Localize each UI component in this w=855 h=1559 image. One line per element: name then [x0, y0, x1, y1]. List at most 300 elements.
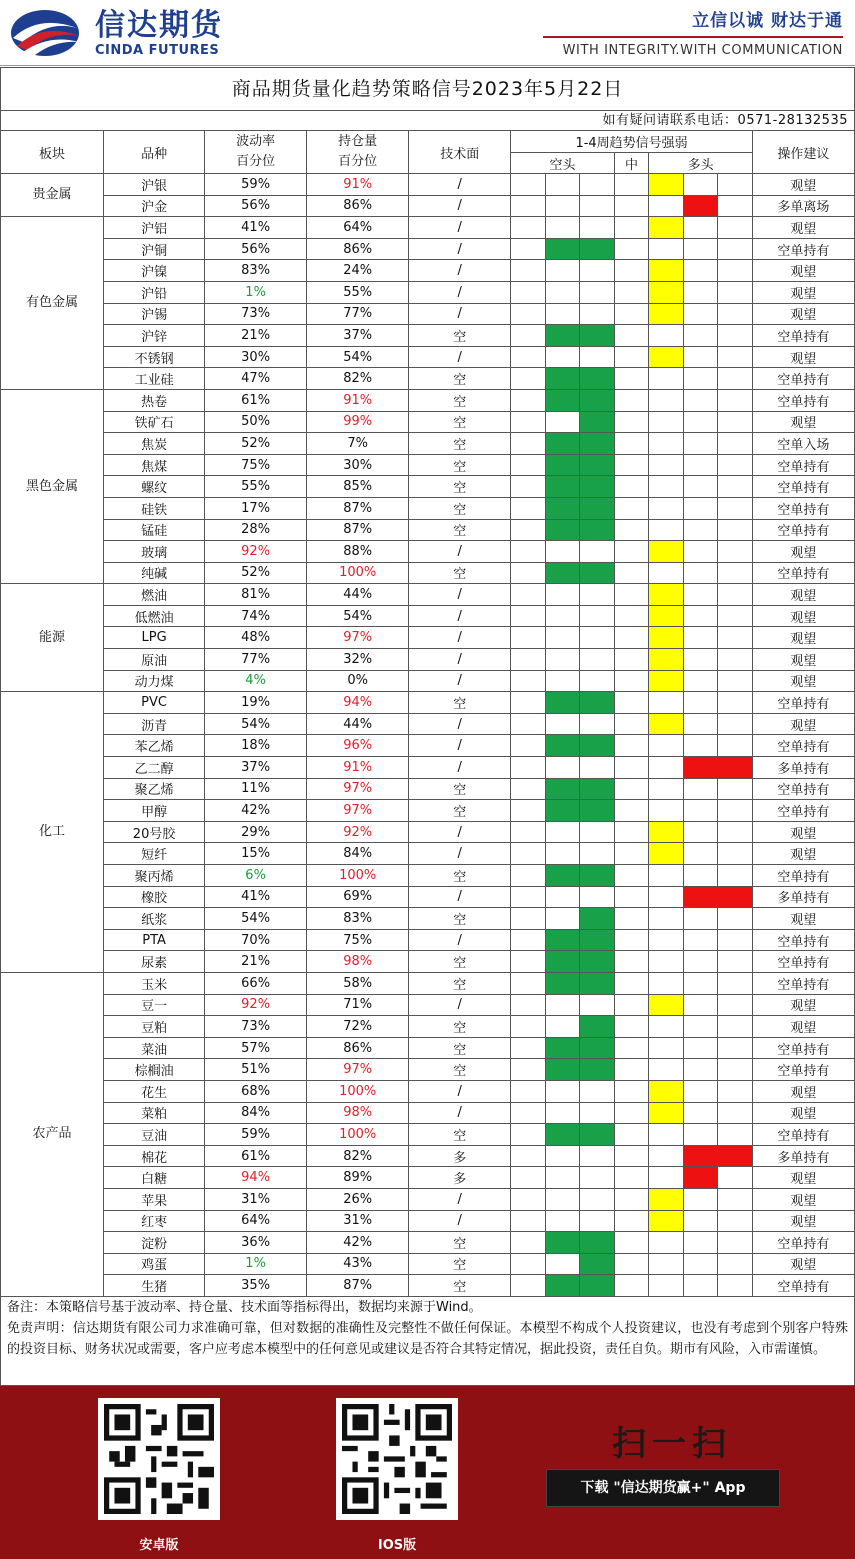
open-interest-value: 92% — [307, 821, 409, 843]
signal-cell — [580, 260, 615, 282]
signal-cell — [545, 260, 580, 282]
signal-cell — [545, 476, 580, 498]
signal-cell — [649, 886, 684, 908]
ios-download[interactable] — [333, 1398, 461, 1553]
signal-cell — [511, 389, 546, 411]
volatility-value: 75% — [205, 454, 307, 476]
signal-cell — [580, 476, 615, 498]
signal-cell — [614, 649, 649, 671]
signal-cell — [511, 1275, 546, 1297]
signal-cell — [649, 1253, 684, 1275]
table-row — [1, 281, 855, 303]
volatility-value: 56% — [205, 238, 307, 260]
technical-value: 空 — [409, 1016, 511, 1038]
volatility-value: 15% — [205, 843, 307, 865]
signal-cell — [718, 454, 753, 476]
table-row — [1, 303, 855, 325]
table-row — [1, 476, 855, 498]
signal-cell — [614, 195, 649, 217]
signal-cell — [649, 1167, 684, 1189]
open-interest-value: 44% — [307, 584, 409, 606]
signal-cell — [683, 217, 718, 239]
signal-cell — [683, 281, 718, 303]
advice-value: 空单持有 — [752, 800, 854, 822]
variety-name: 棕榈油 — [104, 1059, 205, 1081]
technical-value: / — [409, 238, 511, 260]
table-row — [1, 800, 855, 822]
technical-value: 空 — [409, 454, 511, 476]
signal-cell — [545, 1210, 580, 1232]
table-row — [1, 325, 855, 347]
signal-cell — [511, 1059, 546, 1081]
col-volatility — [205, 131, 307, 174]
sector-name: 能源 — [1, 584, 104, 692]
signal-cell — [649, 303, 684, 325]
signal-cell — [614, 778, 649, 800]
signal-cell — [614, 1167, 649, 1189]
technical-value: 空 — [409, 865, 511, 887]
signal-cell — [614, 972, 649, 994]
signal-cell — [511, 541, 546, 563]
signal-cell — [683, 605, 718, 627]
slogan-divider — [543, 36, 843, 38]
signal-cell — [718, 1016, 753, 1038]
signal-cell — [649, 174, 684, 196]
technical-value: / — [409, 584, 511, 606]
signal-cell — [718, 1080, 753, 1102]
advice-value: 空单持有 — [752, 238, 854, 260]
signal-cell — [580, 497, 615, 519]
open-interest-value: 87% — [307, 1275, 409, 1297]
advice-value: 观望 — [752, 541, 854, 563]
signal-cell — [649, 433, 684, 455]
variety-name: 热卷 — [104, 389, 205, 411]
technical-value: 空 — [409, 368, 511, 390]
signal-cell — [718, 1167, 753, 1189]
open-interest-value: 87% — [307, 519, 409, 541]
signal-cell — [649, 368, 684, 390]
signal-cell — [718, 649, 753, 671]
signal-cell — [580, 908, 615, 930]
signal-cell — [580, 994, 615, 1016]
variety-name: 燃油 — [104, 584, 205, 606]
technical-value: / — [409, 821, 511, 843]
signal-cell — [511, 325, 546, 347]
volatility-value: 1% — [205, 1253, 307, 1275]
signal-cell — [683, 1059, 718, 1081]
table-row — [1, 757, 855, 779]
volatility-value: 28% — [205, 519, 307, 541]
variety-name: 沪锌 — [104, 325, 205, 347]
signal-cell — [718, 1145, 753, 1167]
signal-cell — [580, 1210, 615, 1232]
volatility-value: 30% — [205, 346, 307, 368]
signal-cell — [614, 1253, 649, 1275]
volatility-value: 18% — [205, 735, 307, 757]
signal-cell — [545, 843, 580, 865]
variety-name: 纸浆 — [104, 908, 205, 930]
variety-name: 聚丙烯 — [104, 865, 205, 887]
signal-cell — [545, 303, 580, 325]
signal-cell — [580, 757, 615, 779]
open-interest-value: 86% — [307, 195, 409, 217]
signal-cell — [718, 1102, 753, 1124]
signal-cell — [545, 692, 580, 714]
signal-cell — [718, 346, 753, 368]
variety-name: 甲醇 — [104, 800, 205, 822]
col-short: 空头 — [511, 153, 615, 174]
technical-value: 多 — [409, 1145, 511, 1167]
technical-value: / — [409, 735, 511, 757]
variety-name: 白糖 — [104, 1167, 205, 1189]
open-interest-value: 64% — [307, 217, 409, 239]
signal-cell — [683, 994, 718, 1016]
signal-cell — [580, 281, 615, 303]
signal-cell — [545, 1016, 580, 1038]
sector-name: 农产品 — [1, 972, 104, 1296]
advice-value: 观望 — [752, 821, 854, 843]
open-interest-value: 30% — [307, 454, 409, 476]
signal-cell — [580, 389, 615, 411]
volatility-value: 37% — [205, 757, 307, 779]
signal-cell — [718, 670, 753, 692]
signal-cell — [649, 1210, 684, 1232]
technical-value: 空 — [409, 1037, 511, 1059]
signal-cell — [545, 195, 580, 217]
signal-cell — [511, 951, 546, 973]
advice-value: 观望 — [752, 843, 854, 865]
signal-cell — [545, 454, 580, 476]
signal-cell — [683, 1275, 718, 1297]
signal-cell — [614, 951, 649, 973]
volatility-value: 92% — [205, 994, 307, 1016]
signal-cell — [545, 1102, 580, 1124]
volatility-value: 52% — [205, 433, 307, 455]
signal-cell — [718, 605, 753, 627]
table-row — [1, 1037, 855, 1059]
signal-cell — [545, 584, 580, 606]
variety-name: 不锈钢 — [104, 346, 205, 368]
signal-cell — [511, 649, 546, 671]
signal-cell — [580, 562, 615, 584]
volatility-value: 47% — [205, 368, 307, 390]
table-row — [1, 994, 855, 1016]
open-interest-value: 85% — [307, 476, 409, 498]
signal-cell — [580, 238, 615, 260]
signal-cell — [511, 1253, 546, 1275]
technical-value: / — [409, 217, 511, 239]
variety-name: 焦炭 — [104, 433, 205, 455]
signal-cell — [511, 433, 546, 455]
technical-value: / — [409, 260, 511, 282]
variety-name: 棉花 — [104, 1145, 205, 1167]
signal-cell — [614, 1124, 649, 1146]
variety-name: 动力煤 — [104, 670, 205, 692]
signal-cell — [580, 195, 615, 217]
volatility-value: 1% — [205, 281, 307, 303]
table-row — [1, 778, 855, 800]
signal-cell — [614, 843, 649, 865]
advice-value: 观望 — [752, 713, 854, 735]
signal-cell — [649, 238, 684, 260]
technical-value: 空 — [409, 800, 511, 822]
technical-value: / — [409, 649, 511, 671]
signal-cell — [580, 1232, 615, 1254]
table-row — [1, 735, 855, 757]
advice-value: 观望 — [752, 1167, 854, 1189]
open-interest-value: 97% — [307, 778, 409, 800]
volatility-value: 81% — [205, 584, 307, 606]
signal-cell — [580, 368, 615, 390]
signal-cell — [511, 929, 546, 951]
signal-cell — [614, 1232, 649, 1254]
sector-name: 黑色金属 — [1, 389, 104, 583]
open-interest-value: 100% — [307, 1080, 409, 1102]
signal-cell — [545, 1059, 580, 1081]
signal-cell — [683, 649, 718, 671]
open-interest-value: 26% — [307, 1188, 409, 1210]
signal-cell — [649, 1102, 684, 1124]
variety-name: 沪铜 — [104, 238, 205, 260]
technical-value: / — [409, 605, 511, 627]
open-interest-value: 91% — [307, 389, 409, 411]
signal-cell — [683, 562, 718, 584]
open-interest-value: 7% — [307, 433, 409, 455]
signal-cell — [718, 238, 753, 260]
variety-name: 聚乙烯 — [104, 778, 205, 800]
sector-name: 贵金属 — [1, 174, 104, 217]
signal-cell — [545, 368, 580, 390]
volatility-value: 19% — [205, 692, 307, 714]
slogan-en: WITH INTEGRITY.WITH COMMUNICATION — [562, 43, 843, 58]
variety-name: 焦煤 — [104, 454, 205, 476]
table-row — [1, 1080, 855, 1102]
signal-cell — [614, 929, 649, 951]
technical-value: / — [409, 303, 511, 325]
signal-cell — [580, 865, 615, 887]
volatility-value: 94% — [205, 1167, 307, 1189]
signal-cell — [580, 951, 615, 973]
signal-cell — [614, 670, 649, 692]
signal-cell — [511, 972, 546, 994]
signal-cell — [614, 562, 649, 584]
signal-cell — [683, 627, 718, 649]
signal-cell — [614, 497, 649, 519]
technical-value: / — [409, 1210, 511, 1232]
signal-cell — [683, 433, 718, 455]
open-interest-value: 42% — [307, 1232, 409, 1254]
technical-value: / — [409, 1102, 511, 1124]
table-row — [1, 692, 855, 714]
variety-name: 沥青 — [104, 713, 205, 735]
technical-value: 空 — [409, 1232, 511, 1254]
technical-value: 空 — [409, 562, 511, 584]
variety-name: 沪镍 — [104, 260, 205, 282]
signal-cell — [683, 1037, 718, 1059]
signal-cell — [545, 972, 580, 994]
signal-cell — [545, 865, 580, 887]
signal-cell — [683, 692, 718, 714]
signal-cell — [614, 368, 649, 390]
technical-value: 空 — [409, 1253, 511, 1275]
signal-cell — [718, 1210, 753, 1232]
advice-value: 空单持有 — [752, 951, 854, 973]
technical-value: 空 — [409, 778, 511, 800]
signal-cell — [718, 735, 753, 757]
technical-value: 多 — [409, 1167, 511, 1189]
signal-cell — [580, 692, 615, 714]
advice-value: 空单持有 — [752, 497, 854, 519]
volatility-value: 41% — [205, 886, 307, 908]
col-variety: 品种 — [104, 131, 205, 174]
volatility-value: 50% — [205, 411, 307, 433]
table-row — [1, 389, 855, 411]
advice-value: 多单离场 — [752, 195, 854, 217]
signal-cell — [683, 174, 718, 196]
advice-value: 观望 — [752, 994, 854, 1016]
advice-value: 观望 — [752, 649, 854, 671]
signal-cell — [580, 174, 615, 196]
signal-cell — [545, 281, 580, 303]
volatility-value: 59% — [205, 1124, 307, 1146]
technical-value: / — [409, 541, 511, 563]
signal-cell — [580, 713, 615, 735]
signal-cell — [580, 541, 615, 563]
signal-cell — [718, 562, 753, 584]
col-long: 多头 — [649, 153, 753, 174]
table-row — [1, 1016, 855, 1038]
open-interest-value: 54% — [307, 605, 409, 627]
signal-cell — [683, 411, 718, 433]
technical-value: 空 — [409, 476, 511, 498]
signal-cell — [718, 541, 753, 563]
signal-cell — [649, 281, 684, 303]
footer-banner — [0, 1386, 855, 1559]
signal-cell — [649, 778, 684, 800]
signal-cell — [718, 627, 753, 649]
signal-cell — [614, 713, 649, 735]
table-row — [1, 1210, 855, 1232]
advice-value: 观望 — [752, 1080, 854, 1102]
table-row — [1, 865, 855, 887]
volatility-value: 52% — [205, 562, 307, 584]
signal-cell — [580, 303, 615, 325]
variety-name: 沪金 — [104, 195, 205, 217]
signal-cell — [683, 908, 718, 930]
advice-value: 观望 — [752, 411, 854, 433]
table-row — [1, 1275, 855, 1297]
volatility-value: 73% — [205, 1016, 307, 1038]
signal-cell — [649, 735, 684, 757]
open-interest-value: 32% — [307, 649, 409, 671]
signal-cell — [683, 1167, 718, 1189]
signal-cell — [683, 1080, 718, 1102]
signal-cell — [683, 346, 718, 368]
signal-cell — [649, 929, 684, 951]
signal-cell — [683, 800, 718, 822]
signal-cell — [649, 1275, 684, 1297]
signal-cell — [718, 908, 753, 930]
signal-cell — [614, 1145, 649, 1167]
signal-cell — [649, 843, 684, 865]
advice-value: 空单持有 — [752, 929, 854, 951]
advice-value: 空单持有 — [752, 778, 854, 800]
signal-cell — [649, 411, 684, 433]
signal-cell — [718, 886, 753, 908]
signal-cell — [545, 778, 580, 800]
signal-cell — [545, 649, 580, 671]
variety-name: 橡胶 — [104, 886, 205, 908]
col-technical: 技术面 — [409, 131, 511, 174]
signal-cell — [580, 929, 615, 951]
advice-value: 空单入场 — [752, 433, 854, 455]
technical-value: 空 — [409, 1275, 511, 1297]
signal-cell — [580, 325, 615, 347]
table-row — [1, 713, 855, 735]
signal-cell — [718, 325, 753, 347]
signal-cell — [545, 929, 580, 951]
advice-value: 观望 — [752, 346, 854, 368]
signal-cell — [649, 217, 684, 239]
signal-cell — [580, 886, 615, 908]
slogan-cn: 立信以诚 财达于通 — [692, 11, 843, 31]
signal-cell — [580, 1275, 615, 1297]
open-interest-value: 99% — [307, 411, 409, 433]
open-interest-value: 94% — [307, 692, 409, 714]
table-row — [1, 238, 855, 260]
signal-cell — [580, 1145, 615, 1167]
android-qr-icon[interactable] — [98, 1398, 220, 1520]
download-app-button[interactable]: 下载 "信达期货赢+" App — [546, 1469, 780, 1507]
signal-cell — [511, 1124, 546, 1146]
signal-cell — [718, 389, 753, 411]
signal-cell — [545, 346, 580, 368]
signal-cell — [545, 238, 580, 260]
signal-cell — [718, 217, 753, 239]
signal-cell — [545, 627, 580, 649]
signal-cell — [580, 1124, 615, 1146]
advice-value: 空单持有 — [752, 1059, 854, 1081]
signal-cell — [614, 519, 649, 541]
table-row — [1, 929, 855, 951]
signal-cell — [580, 821, 615, 843]
signal-cell — [511, 1016, 546, 1038]
variety-name: 工业硅 — [104, 368, 205, 390]
signal-cell — [545, 1124, 580, 1146]
signal-cell — [718, 778, 753, 800]
signal-cell — [649, 713, 684, 735]
sector-name: 有色金属 — [1, 217, 104, 390]
signal-cell — [614, 692, 649, 714]
table-row — [1, 886, 855, 908]
variety-name: PVC — [104, 692, 205, 714]
volatility-value: 61% — [205, 1145, 307, 1167]
volatility-value: 4% — [205, 670, 307, 692]
signal-cell — [649, 821, 684, 843]
brand-name-en: CINDA FUTURES — [95, 43, 220, 58]
technical-value: 空 — [409, 519, 511, 541]
android-download[interactable] — [95, 1398, 223, 1553]
signal-cell — [683, 260, 718, 282]
signal-cell — [683, 1232, 718, 1254]
ios-qr-icon[interactable] — [336, 1398, 458, 1520]
signal-cell — [683, 1124, 718, 1146]
signal-cell — [511, 454, 546, 476]
signal-cell — [683, 713, 718, 735]
signal-cell — [511, 346, 546, 368]
advice-value: 空单持有 — [752, 735, 854, 757]
signal-cell — [614, 1037, 649, 1059]
